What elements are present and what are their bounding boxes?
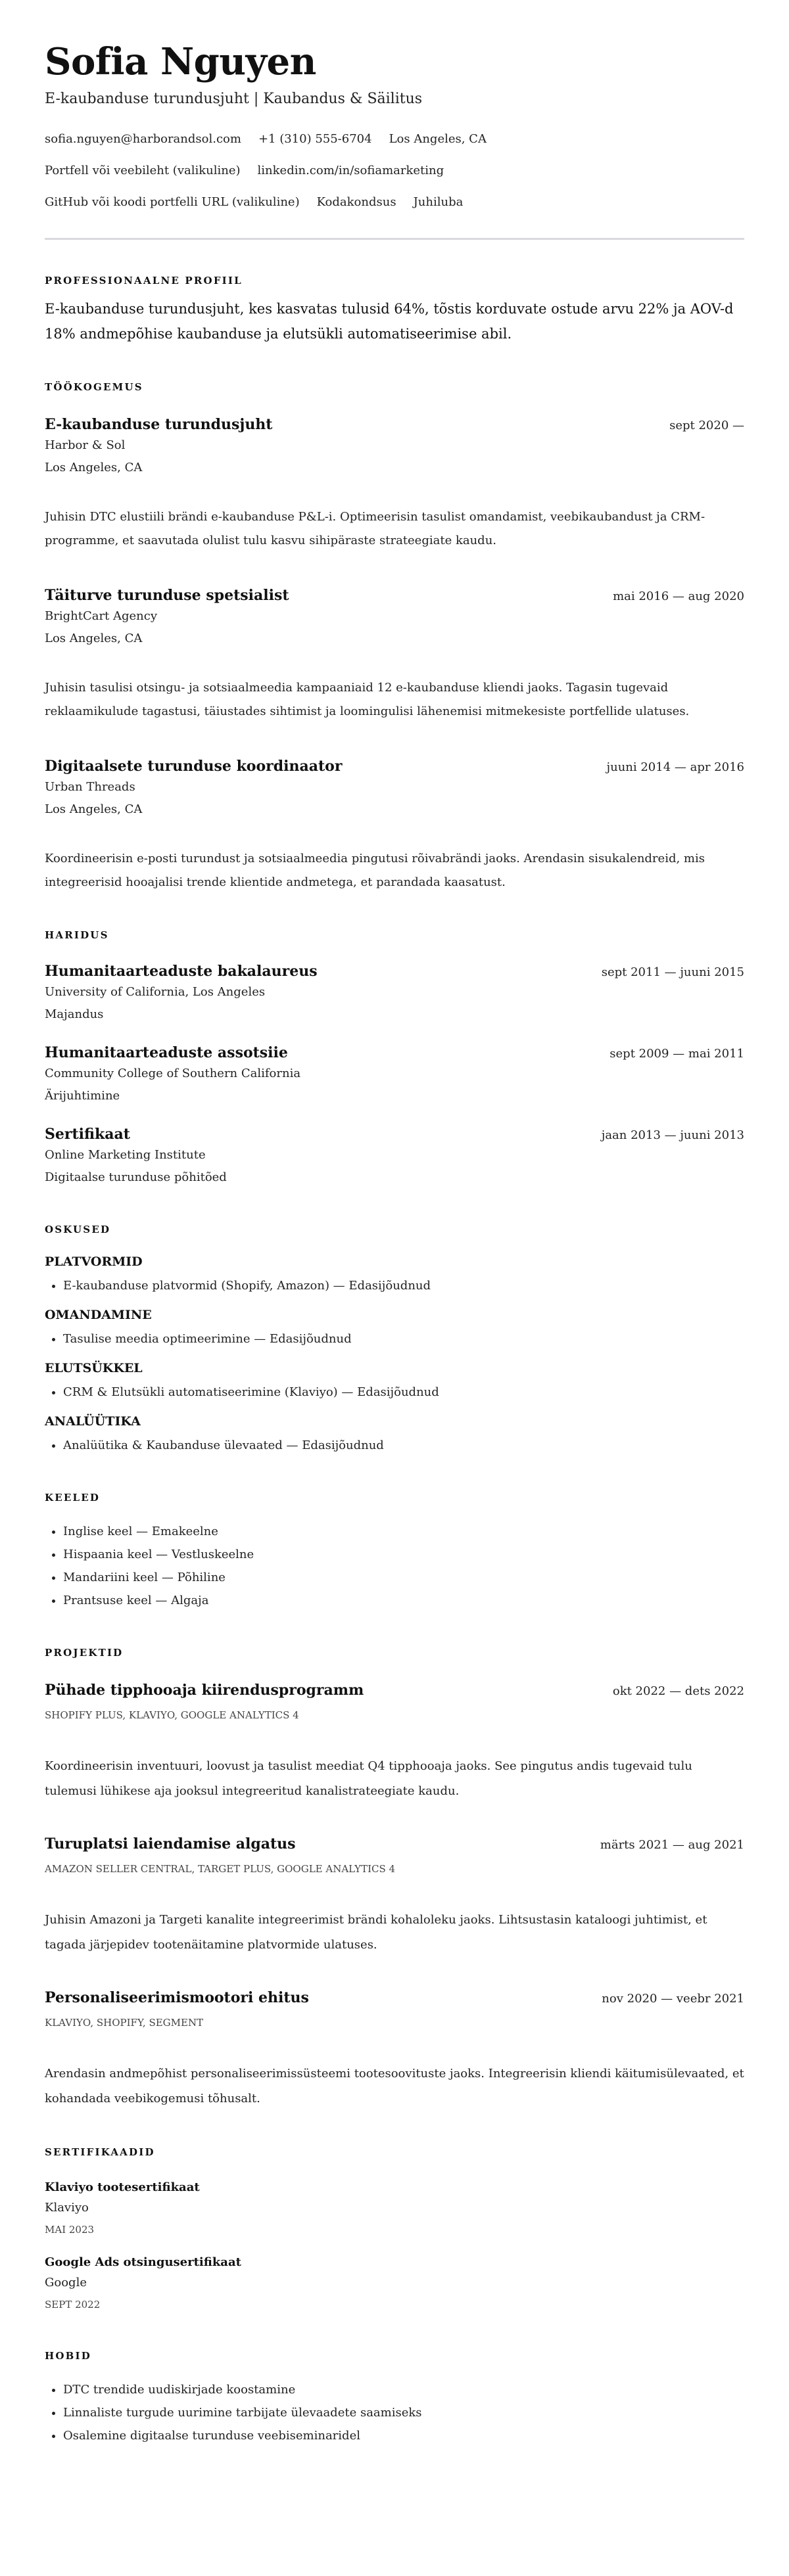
project-description: Koordineerisin inventuuri, loovust ja tasulist meediat Q4 tipphooaja jaoks. See pingutus andis tugevaid tulu tulemusi lühikese aja jooksul integreeritud kanalistrateegiate kaudu.: [45, 1759, 692, 1798]
job-dates: mai 2016 — aug 2020: [613, 589, 744, 603]
profile-summary: E-kaubanduse turundusjuht, kes kasvatas tulusid 64%, tõstis korduvate ostude arvu 22% ja AOV-d 18% andmepõhise kaubanduse ja elutsükli automatiseerimise abil.: [45, 301, 734, 342]
section-heading: PROFESSIONAALNE PROFIIL: [45, 275, 243, 287]
language-item: • Inglise keel — Emakeelne: [63, 1520, 744, 1543]
experience-item: [45, 756, 744, 894]
skill-item: • E-kaubanduse platvormid (Shopify, Amazon) — Edasijõudnud: [63, 1274, 744, 1297]
hobby-item: • Osalemine digitaalse turunduse veebiseminaridel: [63, 2424, 744, 2447]
section-heading: OSKUSED: [45, 1224, 111, 1235]
certification-date: MAI 2023: [45, 2224, 95, 2236]
certification-issuer: Google: [45, 2276, 87, 2289]
skill-group: [45, 1360, 744, 1404]
education-section: [45, 929, 744, 1189]
experience-item-header: [45, 756, 744, 776]
job-description: Juhisin tasulisi otsingu- ja sotsiaalmeedia kampaaniaid 12 e-kaubanduse kliendi jaoks. Tagasin tugevaid reklaamikulude tagastusi, täiustades sihtimist ja loomingulisi lähenemisi mitmekesiste portfellide ulatuses.: [45, 681, 690, 718]
experience-item: [45, 415, 744, 553]
company-name: Harbor & Sol: [45, 438, 126, 452]
skill-item: • CRM & Elutsükli automatiseerimine (Klaviyo) — Edasijõudnud: [63, 1381, 744, 1404]
candidate-name: Sofia Nguyen: [45, 40, 316, 83]
contact-row: [45, 155, 744, 187]
language-item: • Mandariini keel — Põhiline: [63, 1566, 744, 1589]
section-heading: SERTIFIKAADID: [45, 2146, 155, 2158]
contact-item: Portfell või veebileht (valikuline): [45, 164, 241, 177]
section-heading: HARIDUS: [45, 929, 109, 941]
section-heading: PROJEKTID: [45, 1647, 124, 1659]
project-tech-stack: SHOPIFY PLUS, KLAVIYO, GOOGLE ANALYTICS 4: [45, 1709, 299, 1721]
job-description: Juhisin DTC elustiili brändi e-kaubanduse P&L-i. Optimeerisin tasulist omandamist, veebikaubandust ja CRM-programme, et saavutada olulist tulu kasvu sihipäraste strateegiate kaudu.: [45, 510, 705, 547]
experience-item: [45, 586, 744, 724]
education-list: [45, 961, 744, 1189]
profile-section: [45, 274, 744, 346]
candidate-headline: E-kaubanduse turundusjuht | Kaubandus & Säilitus: [45, 91, 423, 107]
project-tech-stack: KLAVIYO, SHOPIFY, SEGMENT: [45, 2017, 204, 2029]
contact-item: Juhiluba: [413, 195, 464, 209]
projects-section: [45, 1646, 744, 2111]
certification-date: SEPT 2022: [45, 2299, 101, 2311]
education-item: [45, 1043, 744, 1107]
skills-section: [45, 1223, 744, 1457]
field-of-study: Ärijuhtimine: [45, 1089, 120, 1103]
projects-list: [45, 1680, 744, 2111]
job-location: Los Angeles, CA: [45, 461, 143, 474]
project-description: Arendasin andmepõhist personaliseerimissüsteemi tootesoovituste jaoks. Integreerisin kliendi käitumisülevaated, et kohandada veebikogemusi tõhusalt.: [45, 2067, 744, 2105]
education-item-header: [45, 1043, 744, 1063]
experience-section: [45, 380, 744, 894]
certification-title: Klaviyo tootesertifikaat: [45, 2180, 200, 2194]
education-item: [45, 961, 744, 1026]
job-title: Digitaalsete turunduse koordinaator: [45, 758, 343, 775]
certification-item: [45, 2253, 744, 2315]
project-tech-stack: AMAZON SELLER CENTRAL, TARGET PLUS, GOOGLE ANALYTICS 4: [45, 1863, 396, 1875]
contact-item: linkedin.com/in/sofiamarketing: [257, 164, 444, 177]
skill-group: [45, 1413, 744, 1457]
institution-name: Online Marketing Institute: [45, 1148, 206, 1162]
section-heading: HOBID: [45, 2350, 91, 2362]
experience-item-header: [45, 586, 744, 605]
project-item-header: [45, 1680, 744, 1700]
project-item: [45, 1680, 744, 1804]
project-dates: okt 2022 — dets 2022: [612, 1684, 744, 1698]
degree-title: Humanitaarteaduste bakalaureus: [45, 963, 318, 980]
institution-name: Community College of Southern California: [45, 1067, 301, 1080]
experience-item-header: [45, 415, 744, 434]
field-of-study: Digitaalse turunduse põhitõed: [45, 1170, 227, 1184]
project-title: Turuplatsi laiendamise algatus: [45, 1835, 296, 1852]
skill-item: • Tasulise meedia optimeerimine — Edasijõudnud: [63, 1327, 744, 1350]
skill-items: [45, 1381, 744, 1404]
company-name: Urban Threads: [45, 780, 135, 794]
education-dates: jaan 2013 — juuni 2013: [601, 1128, 744, 1142]
degree-title: Sertifikaat: [45, 1126, 130, 1143]
language-item: • Hispaania keel — Vestluskeelne: [63, 1543, 744, 1566]
skill-item: • Analüütika & Kaubanduse ülevaated — Edasijõudnud: [63, 1434, 744, 1457]
project-dates: märts 2021 — aug 2021: [600, 1838, 744, 1852]
language-item: • Prantsuse keel — Algaja: [63, 1589, 744, 1612]
languages-list: [45, 1520, 744, 1612]
section-heading: TÖÖKOGEMUS: [45, 381, 143, 393]
project-item-header: [45, 1988, 744, 2008]
section-heading: KEELED: [45, 1492, 101, 1504]
certification-title: Google Ads otsingusertifikaat: [45, 2255, 241, 2269]
job-title: E-kaubanduse turundusjuht: [45, 416, 273, 433]
certification-issuer: Klaviyo: [45, 2201, 89, 2215]
education-dates: sept 2011 — juuni 2015: [601, 965, 744, 979]
certifications-list: [45, 2178, 744, 2315]
project-description: Juhisin Amazoni ja Targeti kanalite integreerimist brändi kohaloleku jaoks. Lihtsustasin kataloogi juhtimist, et tagada järjepidev tootenäitamine platvormide ulatuses.: [45, 1913, 707, 1952]
contact-row: [45, 187, 744, 218]
hobbies-list: [45, 2378, 744, 2447]
certification-item: [45, 2178, 744, 2240]
skill-items: [45, 1434, 744, 1457]
skill-category: ELUTSÜKKEL: [45, 1361, 143, 1375]
skill-group: [45, 1253, 744, 1297]
company-name: BrightCart Agency: [45, 609, 158, 623]
contact-item: Kodakondsus: [316, 195, 396, 209]
field-of-study: Majandus: [45, 1007, 104, 1021]
contact-row: [45, 124, 744, 155]
skill-category: OMANDAMINE: [45, 1308, 152, 1322]
contact-item: Los Angeles, CA: [389, 132, 487, 146]
degree-title: Humanitaarteaduste assotsiie: [45, 1044, 288, 1061]
project-title: Pühade tipphooaja kiirendusprogramm: [45, 1682, 364, 1699]
experience-list: [45, 415, 744, 894]
skill-items: [45, 1327, 744, 1350]
job-location: Los Angeles, CA: [45, 802, 143, 816]
job-title: Täiturve turunduse spetsialist: [45, 587, 289, 604]
project-item: [45, 1834, 744, 1958]
contact-info: [45, 124, 744, 218]
contact-item: GitHub või koodi portfelli URL (valikuline): [45, 195, 300, 209]
skill-group: [45, 1306, 744, 1350]
resume-header: [45, 38, 744, 218]
job-description: Koordineerisin e-posti turundust ja sotsiaalmeedia pingutusi rõivabrändi jaoks. Arendasin sisukalendreid, mis integreerisid hooajalisi trende klientide andmetega, et parandada kaasatust.: [45, 852, 705, 889]
skills-list: [45, 1253, 744, 1457]
education-item: [45, 1124, 744, 1189]
project-title: Personaliseerimismootori ehitus: [45, 1989, 309, 2006]
job-dates: juuni 2014 — apr 2016: [606, 760, 744, 774]
project-item-header: [45, 1834, 744, 1854]
project-item: [45, 1988, 744, 2111]
education-dates: sept 2009 — mai 2011: [610, 1047, 744, 1061]
hobby-item: • DTC trendide uudiskirjade koostamine: [63, 2378, 744, 2401]
header-divider: [45, 238, 744, 240]
job-dates: sept 2020 —: [669, 419, 744, 432]
education-item-header: [45, 961, 744, 981]
education-item-header: [45, 1124, 744, 1144]
skill-category: PLATVORMID: [45, 1254, 143, 1269]
hobby-item: • Linnaliste turgude uurimine tarbijate ülevaadete saamiseks: [63, 2401, 744, 2424]
project-dates: nov 2020 — veebr 2021: [602, 1992, 744, 2006]
skill-items: [45, 1274, 744, 1297]
languages-section: [45, 1491, 744, 1612]
skill-category: ANALÜÜTIKA: [45, 1414, 141, 1429]
contact-item: +1 (310) 555-6704: [258, 132, 372, 146]
contact-item: sofia.nguyen@harborandsol.com: [45, 132, 241, 146]
institution-name: University of California, Los Angeles: [45, 985, 266, 999]
hobbies-section: [45, 2349, 744, 2447]
job-location: Los Angeles, CA: [45, 632, 143, 645]
certifications-section: [45, 2146, 744, 2315]
